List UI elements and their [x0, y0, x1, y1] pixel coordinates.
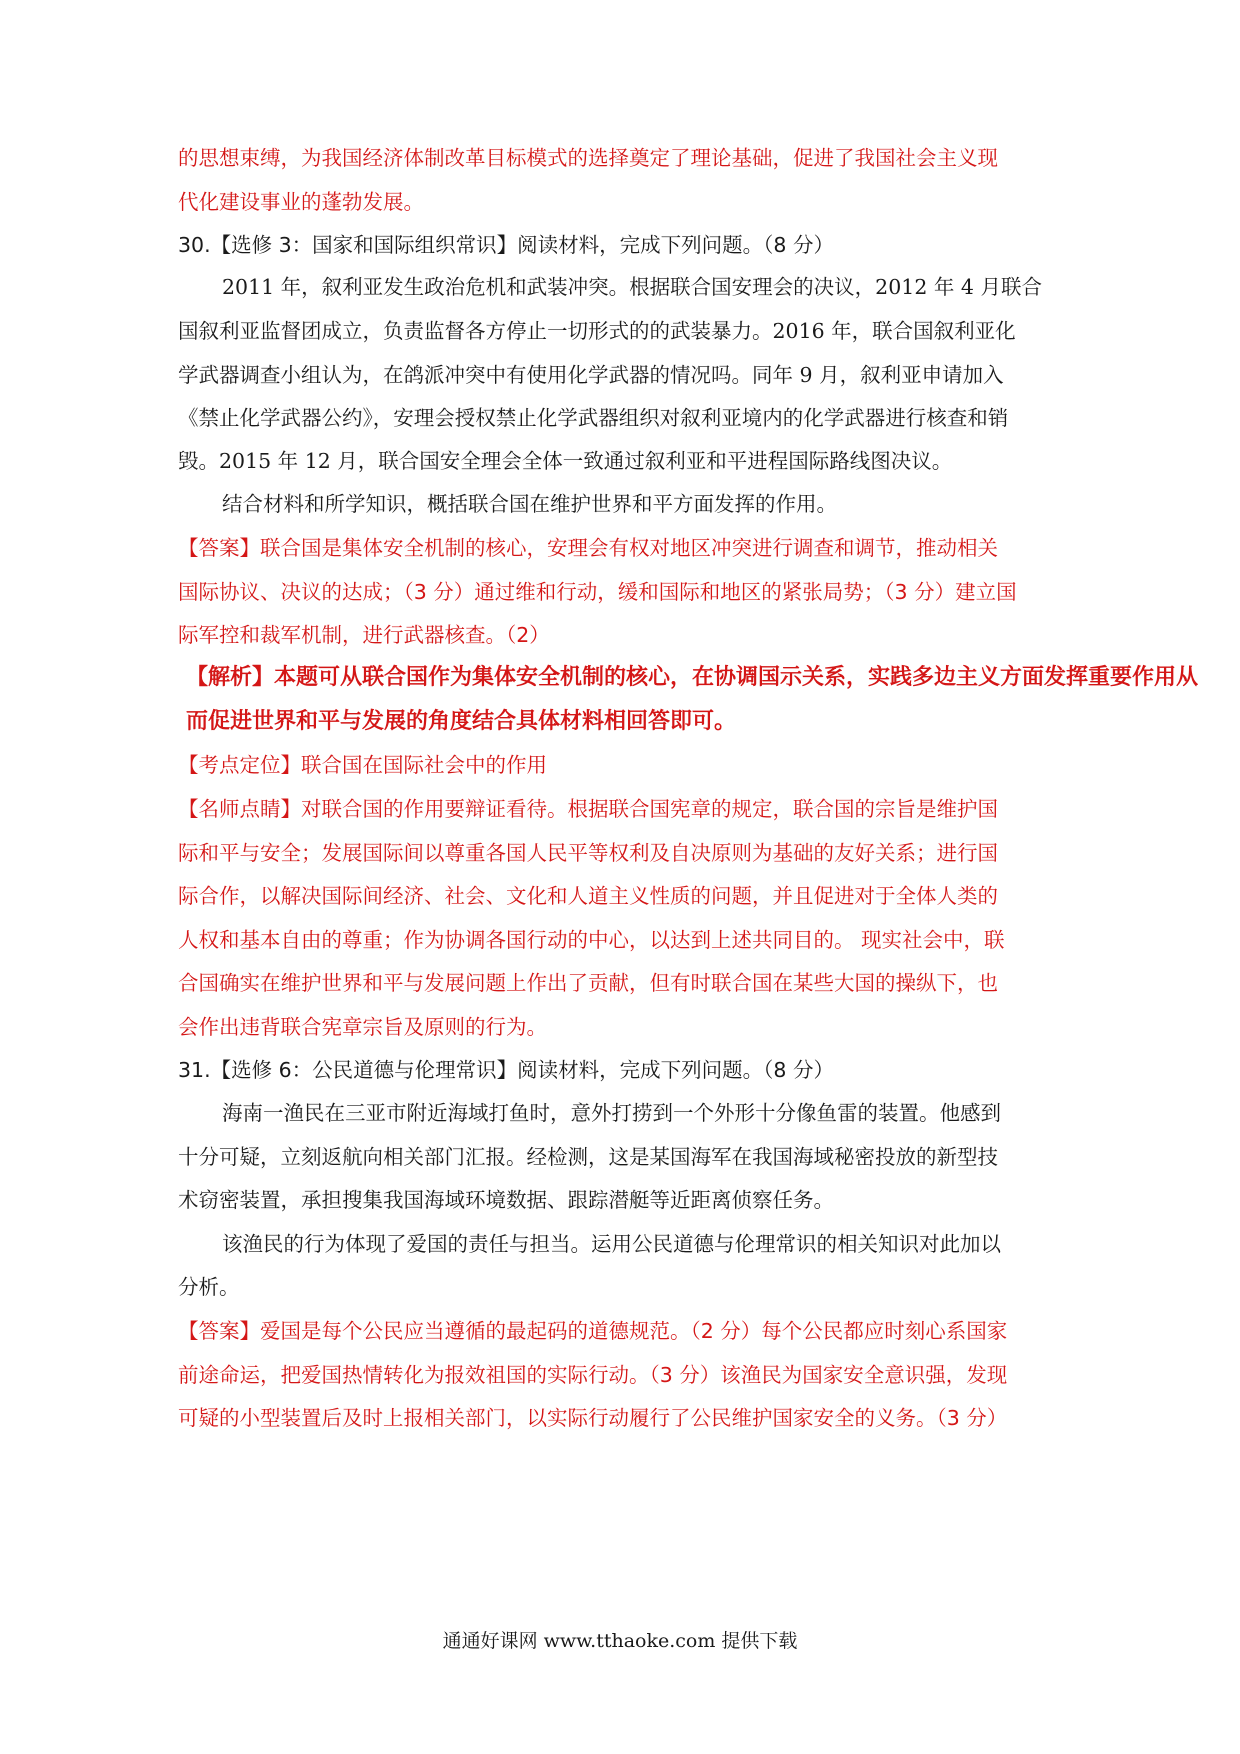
- teacher-comment-line: 人权和基本自由的尊重；作为协调各国行动的中心，以达到上述共同目的。 现实社会中，联: [178, 928, 1005, 952]
- teacher-comment-line: 际和平与安全；发展国际间以尊重各国人民平等权利及自决原则为基础的友好关系；进行国: [178, 841, 998, 865]
- question-30-heading: 30.【选修 3：国家和国际组织常识】阅读材料，完成下列问题。（8 分）: [178, 233, 834, 257]
- answer-line: 前途命运，把爱国热情转化为报效祖国的实际行动。（3 分）该渔民为国家安全意识强，发现: [178, 1363, 1008, 1387]
- material-paragraph-line: 十分可疑，立刻返航向相关部门汇报。经检测，这是某国海军在我国海域秘密投放的新型技: [178, 1145, 998, 1169]
- analysis-line: 【解析】本题可从联合国作为集体安全机制的核心，在协调国示关系，实践多边主义方面发挥重要作用从: [186, 665, 1199, 690]
- answer-line: 【答案】联合国是集体安全机制的核心，安理会有权对地区冲突进行调查和调节，推动相关: [178, 536, 998, 560]
- answer-line: 【答案】爱国是每个公民应当遵循的最起码的道德规范。（2 分）每个公民都应时刻心系国家: [178, 1319, 1008, 1343]
- teacher-comment-line: 合国确实在维护世界和平与发展问题上作出了贡献，但有时联合国在某些大国的操纵下，也: [178, 971, 998, 995]
- question-31-heading: 31.【选修 6：公民道德与伦理常识】阅读材料，完成下列问题。（8 分）: [178, 1058, 834, 1082]
- material-paragraph-line: 学武器调查小组认为，在鸽派冲突中有使用化学武器的情况吗。同年 9 月，叙利亚申请加入: [178, 363, 1004, 387]
- material-paragraph-line: 国叙利亚监督团成立，负责监督各方停止一切形式的的武装暴力。2016 年，联合国叙利亚化: [178, 319, 1016, 343]
- material-paragraph-line: 术窃密装置，承担搜集我国海域环境数据、跟踪潜艇等近距离侦察任务。: [178, 1188, 834, 1212]
- answer-line: 可疑的小型装置后及时上报相关部门，以实际行动履行了公民维护国家安全的义务。（3 分）: [178, 1406, 1008, 1430]
- answer-continuation-line: 代化建设事业的蓬勃发展。: [178, 190, 424, 214]
- material-paragraph-line: 《禁止化学武器公约》，安理会授权禁止化学武器组织对叙利亚境内的化学武器进行核查和销: [178, 406, 1009, 430]
- page-footer: 通通好课网 www.tthaoke.com 提供下载: [442, 1630, 798, 1652]
- answer-line: 国际协议、决议的达成；（3 分）通过维和行动，缓和国际和地区的紧张局势；（3 分）建立国: [178, 580, 1017, 604]
- material-paragraph-line: 毁。2015 年 12 月，联合国安全理会全体一致通过叙利亚和平进程国际路线图决议。: [178, 449, 953, 473]
- answer-continuation-line: 的思想束缚，为我国经济体制改革目标模式的选择奠定了理论基础，促进了我国社会主义现: [178, 146, 998, 170]
- question-prompt: 该渔民的行为体现了爱国的责任与担当。运用公民道德与伦理常识的相关知识对此加以: [222, 1232, 1001, 1256]
- material-paragraph-line: 海南一渔民在三亚市附近海域打鱼时，意外打捞到一个外形十分像鱼雷的装置。他感到: [222, 1101, 1001, 1125]
- teacher-comment-line: 会作出违背联合宪章宗旨及原则的行为。: [178, 1015, 547, 1039]
- question-prompt: 结合材料和所学知识，概括联合国在维护世界和平方面发挥的作用。: [222, 492, 837, 516]
- teacher-comment-line: 【名师点睛】对联合国的作用要辩证看待。根据联合国宪章的规定，联合国的宗旨是维护国: [178, 797, 998, 821]
- analysis-line: 而促进世界和平与发展的角度结合具体材料相回答即可。: [186, 709, 737, 734]
- answer-line: 际军控和裁军机制，进行武器核查。（2）: [178, 623, 550, 647]
- teacher-comment-line: 际合作，以解决国际间经济、社会、文化和人道主义性质的问题，并且促进对于全体人类的: [178, 884, 998, 908]
- question-prompt: 分析。: [178, 1275, 240, 1299]
- key-point-line: 【考点定位】联合国在国际社会中的作用: [178, 753, 547, 777]
- material-paragraph-line: 2011 年，叙利亚发生政治危机和武装冲突。根据联合国安理会的决议，2012 年 4 月联合: [222, 275, 1042, 299]
